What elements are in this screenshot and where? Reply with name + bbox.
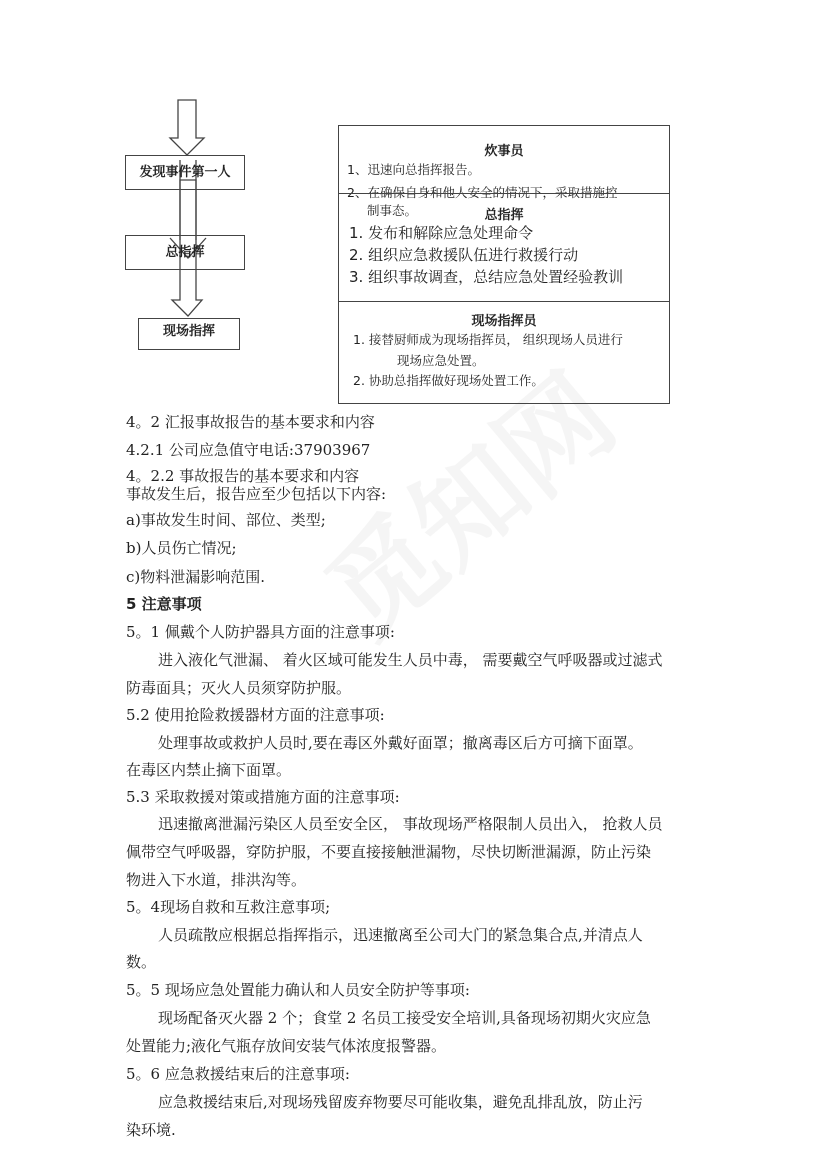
text-line: 迅速撤离泄漏污染区人员至安全区， 事故现场严格限制人员出入， 抢救人员 [158,815,663,833]
text-line: 5。5 现场应急处置能力确认和人员安全防护等事项: [126,981,470,999]
cook-title: 炊事员 [484,144,524,159]
cook-item: 2、在确保自身和他人安全的情况下，采取措施控 [347,185,618,200]
roles-panel [338,125,670,404]
box-label: 现场指挥 [162,324,215,339]
text-line: 4。2.2 事故报告的基本要求和内容 [126,467,360,485]
text-line: a)事故发生时间、部位、类型; [126,511,326,529]
section-heading: 5 注意事项 [126,595,202,613]
commander-item: 2. 组织应急救援队伍进行救援行动 [349,246,579,264]
text-line: 应急救援结束后,对现场残留废弃物要尽可能收集，避免乱排乱放，防止污 [158,1093,643,1111]
text-line: 染环境. [126,1121,176,1139]
text-line: 物进入下水道，排洪沟等。 [126,871,307,889]
text-line: 处理事故或救护人员时,要在毒区外戴好面罩；撤离毒区后方可摘下面罩。 [158,734,643,752]
text-line: 佩带空气呼吸器，穿防护服，不要直接接触泄漏物，尽快切断泄漏源，防止污染 [126,843,652,861]
text-line: 事故发生后，报告应至少包括以下内容: [126,485,387,503]
text-line: c)物料泄漏影响范围. [126,568,266,586]
text-line: 现场配备灭火器 2 个；食堂 2 名员工接受安全培训,具备现场初期火灾应急 [158,1009,651,1027]
commander-item: 3. 组织事故调查，总结应急处置经验教训 [349,268,624,286]
cook-item: 制事态。 [367,203,418,218]
site-title: 现场指挥员 [471,314,537,329]
box-label: 总指挥 [165,245,205,260]
cook-item: 1、迅速向总指挥报告。 [347,162,480,177]
site-item: 1. 接替厨师成为现场指挥员， 组织现场人员进行 [353,332,623,347]
site-item: 2. 协助总指挥做好现场处置工作。 [353,373,544,388]
divider [339,193,669,194]
text-line: b)人员伤亡情况; [126,539,237,557]
flow-box-site-command [138,318,240,350]
box-label: 发现事件第一人 [139,165,231,180]
text-line: 防毒面具；灭火人员须穿防护服。 [126,679,352,697]
text-line: 5.2 使用抢险救援器材方面的注意事项: [126,706,385,724]
text-line: 5.3 采取救援对策或措施方面的注意事项: [126,788,400,806]
text-line: 5。6 应急救援结束后的注意事项: [126,1065,350,1083]
text-line: 5。1 佩戴个人防护器具方面的注意事项: [126,623,395,641]
text-line: 4。2 汇报事故报告的基本要求和内容 [126,413,375,431]
text-line: 处置能力;液化气瓶存放间安装气体浓度报警器。 [126,1037,447,1055]
flow-box-first-finder [125,155,245,190]
text-line: 数。 [126,953,157,971]
commander-title: 总指挥 [484,208,524,223]
text-line: 5。4现场自救和互救注意事项; [126,898,331,916]
flow-box-commander [125,235,245,270]
divider [339,301,669,302]
text-line: 4.2.1 公司应急值守电话:37903967 [126,441,371,459]
text-line: 在毒区内禁止摘下面罩。 [126,761,292,779]
arrow-down-icon [170,100,204,155]
text-line: 进入液化气泄漏、 着火区域可能发生人员中毒， 需要戴空气呼吸器或过滤式 [158,651,663,669]
text-line: 人员疏散应根据总指挥指示，迅速撤离至公司大门的紧急集合点,并清点人 [158,926,643,944]
site-item: 现场应急处置。 [397,353,485,368]
commander-item: 1. 发布和解除应急处理命令 [349,224,534,242]
